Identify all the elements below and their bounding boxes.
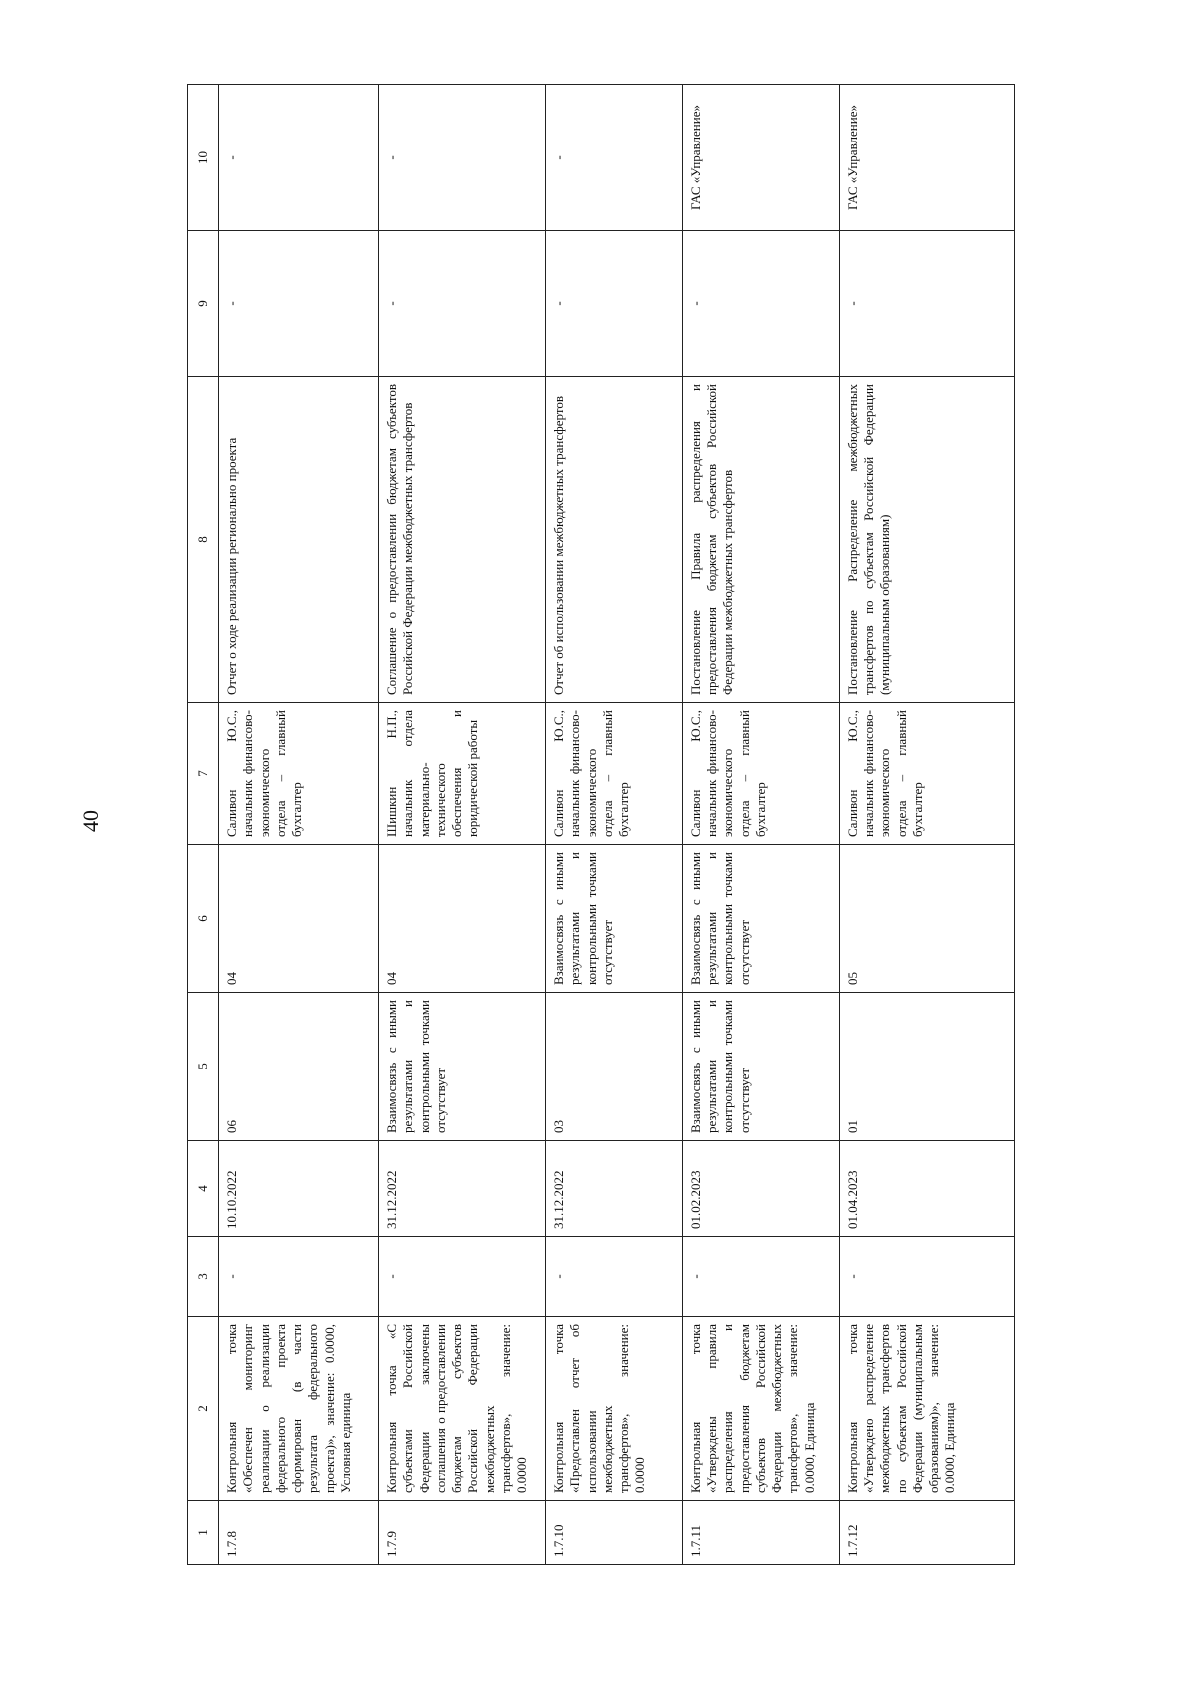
header-row xyxy=(188,85,219,1565)
predecessor: 01 xyxy=(839,993,1014,1141)
document-type: Соглашение о предоставлении бюджетам субъектов Российской Федерации межбюджетных трансфертов xyxy=(379,377,546,703)
cell-col-9: - xyxy=(682,231,839,377)
due-date: 31.12.2022 xyxy=(379,1141,546,1237)
information-system: - xyxy=(546,85,683,231)
document-type: Отчет об использовании межбюджетных трансфертов xyxy=(546,377,683,703)
row-number: 1.7.12 xyxy=(839,1501,1014,1565)
column-header-7: 7 xyxy=(188,703,219,845)
row-number: 1.7.8 xyxy=(219,1501,379,1565)
table-row xyxy=(546,85,683,1565)
cell-col-9: - xyxy=(546,231,683,377)
predecessor: 06 xyxy=(219,993,379,1141)
control-point-name: Контрольная точка «Утверждены правила распределения и предоставления бюджетам субъектов Российской Федерации межбюджетных трансфертов», значение: 0.0000, Единица xyxy=(682,1317,839,1501)
table-row xyxy=(839,85,1014,1565)
successor: Взаимосвязь с иными результатами и контрольными точками отсутствует xyxy=(682,845,839,993)
predecessor: Взаимосвязь с иными результатами и контрольными точками отсутствует xyxy=(682,993,839,1141)
responsible: Шишкин Н.П., начальник отдела материально-технического обеспечения и юридической работы xyxy=(379,703,546,845)
successor: Взаимосвязь с иными результатами и контрольными точками отсутствует xyxy=(546,845,683,993)
column-header-2: 2 xyxy=(188,1317,219,1501)
control-points-table xyxy=(187,84,1015,1565)
control-point-name: Контрольная точка «Обеспечен мониторинг реализации о реализации федерального проекта сформирован (в части результата федерального проекта)», значение: 0.0000, Условная единица xyxy=(219,1317,379,1501)
due-date: 01.02.2023 xyxy=(682,1141,839,1237)
cell-col-3: - xyxy=(839,1237,1014,1317)
table-row xyxy=(379,85,546,1565)
column-header-10: 10 xyxy=(188,85,219,231)
successor: 05 xyxy=(839,845,1014,993)
row-number: 1.7.11 xyxy=(682,1501,839,1565)
column-header-3: 3 xyxy=(188,1237,219,1317)
table-row xyxy=(682,85,839,1565)
successor: 04 xyxy=(219,845,379,993)
cell-col-3: - xyxy=(379,1237,546,1317)
table-row xyxy=(219,85,379,1565)
row-number: 1.7.10 xyxy=(546,1501,683,1565)
control-point-name: Контрольная точка «С субъектами Российской Федерации заключены соглашения о предоставлении бюджетам субъектов Российской Федерации межбюджетных трансфертов», значение: 0.0000 xyxy=(379,1317,546,1501)
column-header-1: 1 xyxy=(188,1501,219,1565)
responsible: Саливон Ю.С., начальник финансово-экономического отдела – главный бухгалтер xyxy=(546,703,683,845)
rotated-table-container xyxy=(187,85,1015,1565)
control-point-name: Контрольная точка «Предоставлен отчет об использовании межбюджетных трансфертов», значение: 0.0000 xyxy=(546,1317,683,1501)
page-number: 40 xyxy=(78,810,103,832)
cell-col-9: - xyxy=(839,231,1014,377)
cell-col-3: - xyxy=(546,1237,683,1317)
responsible: Саливон Ю.С., начальник финансово-экономического отдела – главный бухгалтер xyxy=(682,703,839,845)
column-header-5: 5 xyxy=(188,993,219,1141)
control-point-name: Контрольная точка «Утверждено распределение межбюджетных трансфертов по субъектам Российской Федерации (муниципальным образованиям)», значение: 0.0000, Единица xyxy=(839,1317,1014,1501)
predecessor: Взаимосвязь с иными результатами и контрольными точками отсутствует xyxy=(379,993,546,1141)
document-type: Отчет о ходе реализации регионально проекта xyxy=(219,377,379,703)
column-header-8: 8 xyxy=(188,377,219,703)
row-number: 1.7.9 xyxy=(379,1501,546,1565)
cell-col-9: - xyxy=(379,231,546,377)
information-system: - xyxy=(379,85,546,231)
column-header-6: 6 xyxy=(188,845,219,993)
cell-col-9: - xyxy=(219,231,379,377)
responsible: Саливон Ю.С., начальник финансово-экономического отдела – главный бухгалтер xyxy=(219,703,379,845)
responsible: Саливон Ю.С., начальник финансово-экономического отдела – главный бухгалтер xyxy=(839,703,1014,845)
column-header-9: 9 xyxy=(188,231,219,377)
due-date: 01.04.2023 xyxy=(839,1141,1014,1237)
predecessor: 03 xyxy=(546,993,683,1141)
document-type: Постановление Распределение межбюджетных трансфертов по субъектам Российской Федерации (муниципальным образованиям) xyxy=(839,377,1014,703)
document-type: Постановление Правила распределения и предоставления бюджетам субъектов Российской Федерации межбюджетных трансфертов xyxy=(682,377,839,703)
information-system: - xyxy=(219,85,379,231)
information-system: ГАС «Управление» xyxy=(682,85,839,231)
cell-col-3: - xyxy=(219,1237,379,1317)
due-date: 10.10.2022 xyxy=(219,1141,379,1237)
due-date: 31.12.2022 xyxy=(546,1141,683,1237)
cell-col-3: - xyxy=(682,1237,839,1317)
successor: 04 xyxy=(379,845,546,993)
column-header-4: 4 xyxy=(188,1141,219,1237)
information-system: ГАС «Управление» xyxy=(839,85,1014,231)
